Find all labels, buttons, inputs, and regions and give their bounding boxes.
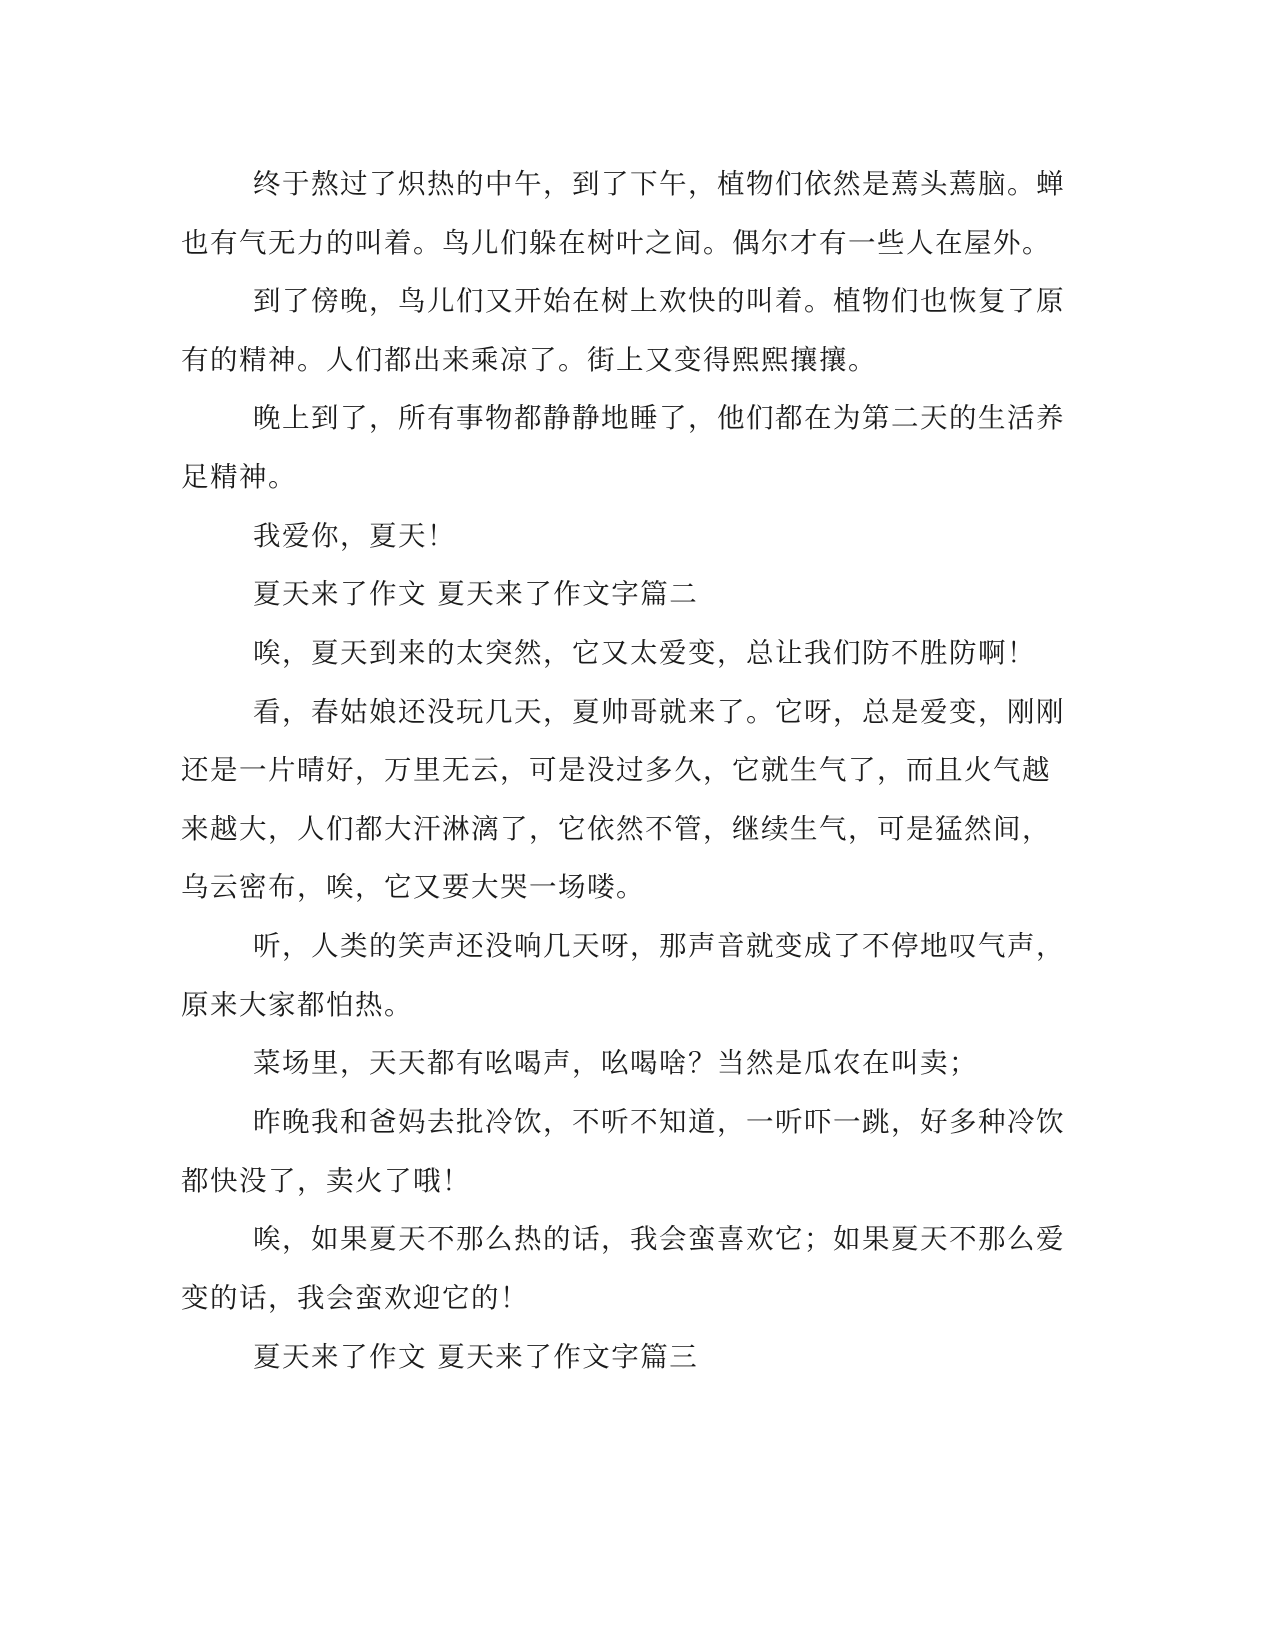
text-line: 到了傍晚，鸟儿们又开始在树上欢快的叫着。植物们也恢复了原 <box>253 285 1065 317</box>
text-line: 唉，夏天到来的太突然，它又太爱变，总让我们防不胜防啊！ <box>253 637 1036 669</box>
text-line: 昨晚我和爸妈去批冷饮，不听不知道，一听吓一跳，好多种冷饮 <box>253 1106 1065 1138</box>
text-line: 来越大，人们都大汗淋漓了，它依然不管，继续生气，可是猛然间， <box>181 813 1051 845</box>
section-heading: 夏天来了作文 夏天来了作文字篇二 <box>253 578 699 610</box>
text-line: 都快没了，卖火了哦！ <box>181 1165 471 1197</box>
text-line: 乌云密布，唉，它又要大哭一场喽。 <box>181 871 645 903</box>
text-line: 菜场里，天天都有吆喝声，吆喝啥？当然是瓜农在叫卖； <box>253 1047 978 1079</box>
section-heading: 夏天来了作文 夏天来了作文字篇三 <box>253 1341 699 1373</box>
text-line: 听，人类的笑声还没响几天呀，那声音就变成了不停地叹气声， <box>253 930 1065 962</box>
text-line: 有的精神。人们都出来乘凉了。街上又变得熙熙攘攘。 <box>181 344 877 376</box>
text-line: 原来大家都怕热。 <box>181 989 413 1021</box>
text-line: 也有气无力的叫着。鸟儿们躲在树叶之间。偶尔才有一些人在屋外。 <box>181 227 1051 259</box>
text-line: 我爱你，夏天！ <box>253 520 456 552</box>
text-line: 唉，如果夏天不那么热的话，我会蛮喜欢它；如果夏天不那么爱 <box>253 1223 1065 1255</box>
text-line: 晚上到了，所有事物都静静地睡了，他们都在为第二天的生活养 <box>253 402 1065 434</box>
text-line: 足精神。 <box>181 461 297 493</box>
text-line: 终于熬过了炽热的中午，到了下午，植物们依然是蔫头蔫脑。蝉 <box>253 168 1065 200</box>
text-line: 变的话，我会蛮欢迎它的！ <box>181 1282 529 1314</box>
text-line: 看，春姑娘还没玩几天，夏帅哥就来了。它呀，总是爱变，刚刚 <box>253 696 1065 728</box>
text-line: 还是一片晴好，万里无云，可是没过多久，它就生气了，而且火气越 <box>181 754 1051 786</box>
